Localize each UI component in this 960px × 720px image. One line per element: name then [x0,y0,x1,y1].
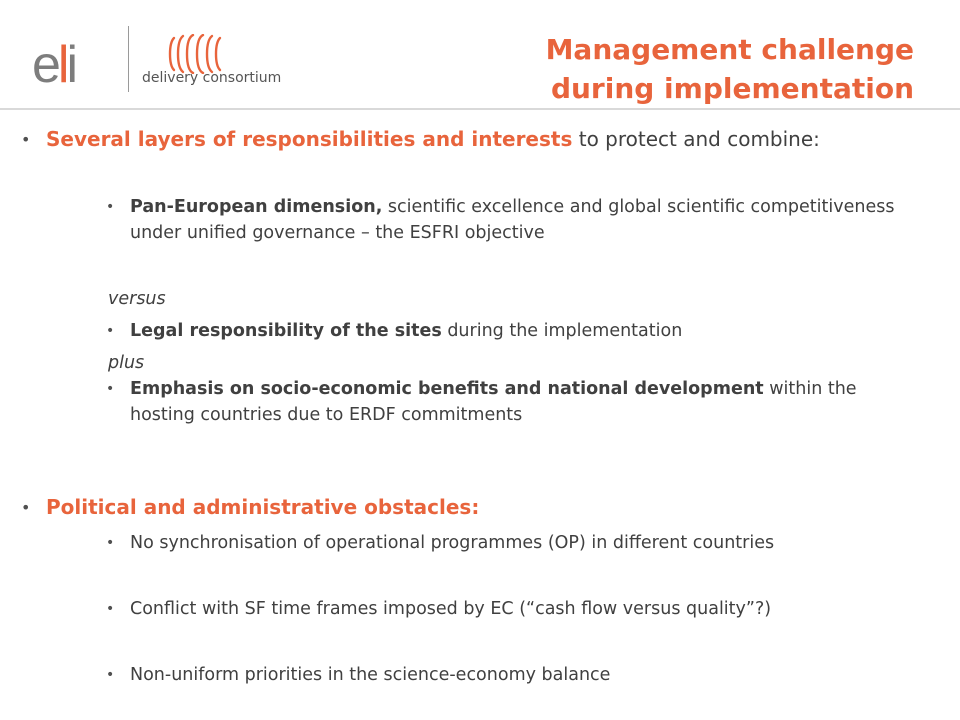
bullet-rest: to protect and combine: [572,127,820,151]
sub-bullet-socio-economic [106,376,900,428]
eli-logo-letter-e: e [32,36,58,90]
sub-bullet-dot: • [106,381,115,397]
bullet-obstacles [21,492,906,523]
connector-plus: plus [108,353,145,373]
sub-bullet-bold: Pan-European dimension, [130,197,383,217]
sub-bullet-text: Conflict with SF time frames imposed by EC (“cash flow versus quality”?) [130,599,772,619]
sub-bullet-text: Non-uniform priorities in the science-economy balance [130,665,611,685]
eli-logo-letter-i: i [66,36,76,90]
bullet-responsibilities [21,124,906,155]
page-title-line-2: during implementation [550,72,914,105]
page-title-line-1: Management challenge [545,33,914,66]
bullet-lead: Political and administrative obstacles: [46,495,480,519]
eli-logo-letter-l: l [57,36,67,90]
sub-bullet-priorities [106,662,900,688]
sub-bullet-text: scientific excellence and global scientific competitiveness under unified governance – the ESFRI objective [130,197,895,243]
bullet-dot: • [21,130,31,149]
sub-bullet-dot: • [106,667,115,683]
logo-consortium-name: delivery consortium [142,70,282,86]
sub-bullet-text: during the implementation [441,321,683,341]
sub-bullet-text: within the hosting countries due to ERDF commitments [130,379,857,425]
sub-bullet-pan-european [106,194,900,246]
bullet-dot: • [21,498,31,517]
sub-bullet-dot: • [106,323,115,339]
sub-bullet-sf-time-frames [106,596,900,622]
connector-versus: versus [108,289,166,309]
sub-bullet-dot: • [106,535,115,551]
sub-bullet-op-sync [106,530,900,556]
bullet-lead: Several layers of responsibilities and interests [46,127,573,151]
sub-bullet-text: No synchronisation of operational programmes (OP) in different countries [130,533,775,553]
sub-bullet-dot: • [106,199,115,215]
sub-bullet-bold: Emphasis on socio-economic benefits and national development [130,379,764,399]
sub-bullet-bold: Legal responsibility of the sites [130,321,442,341]
sub-bullet-legal-responsibility [106,318,900,344]
sub-bullet-dot: • [106,601,115,617]
